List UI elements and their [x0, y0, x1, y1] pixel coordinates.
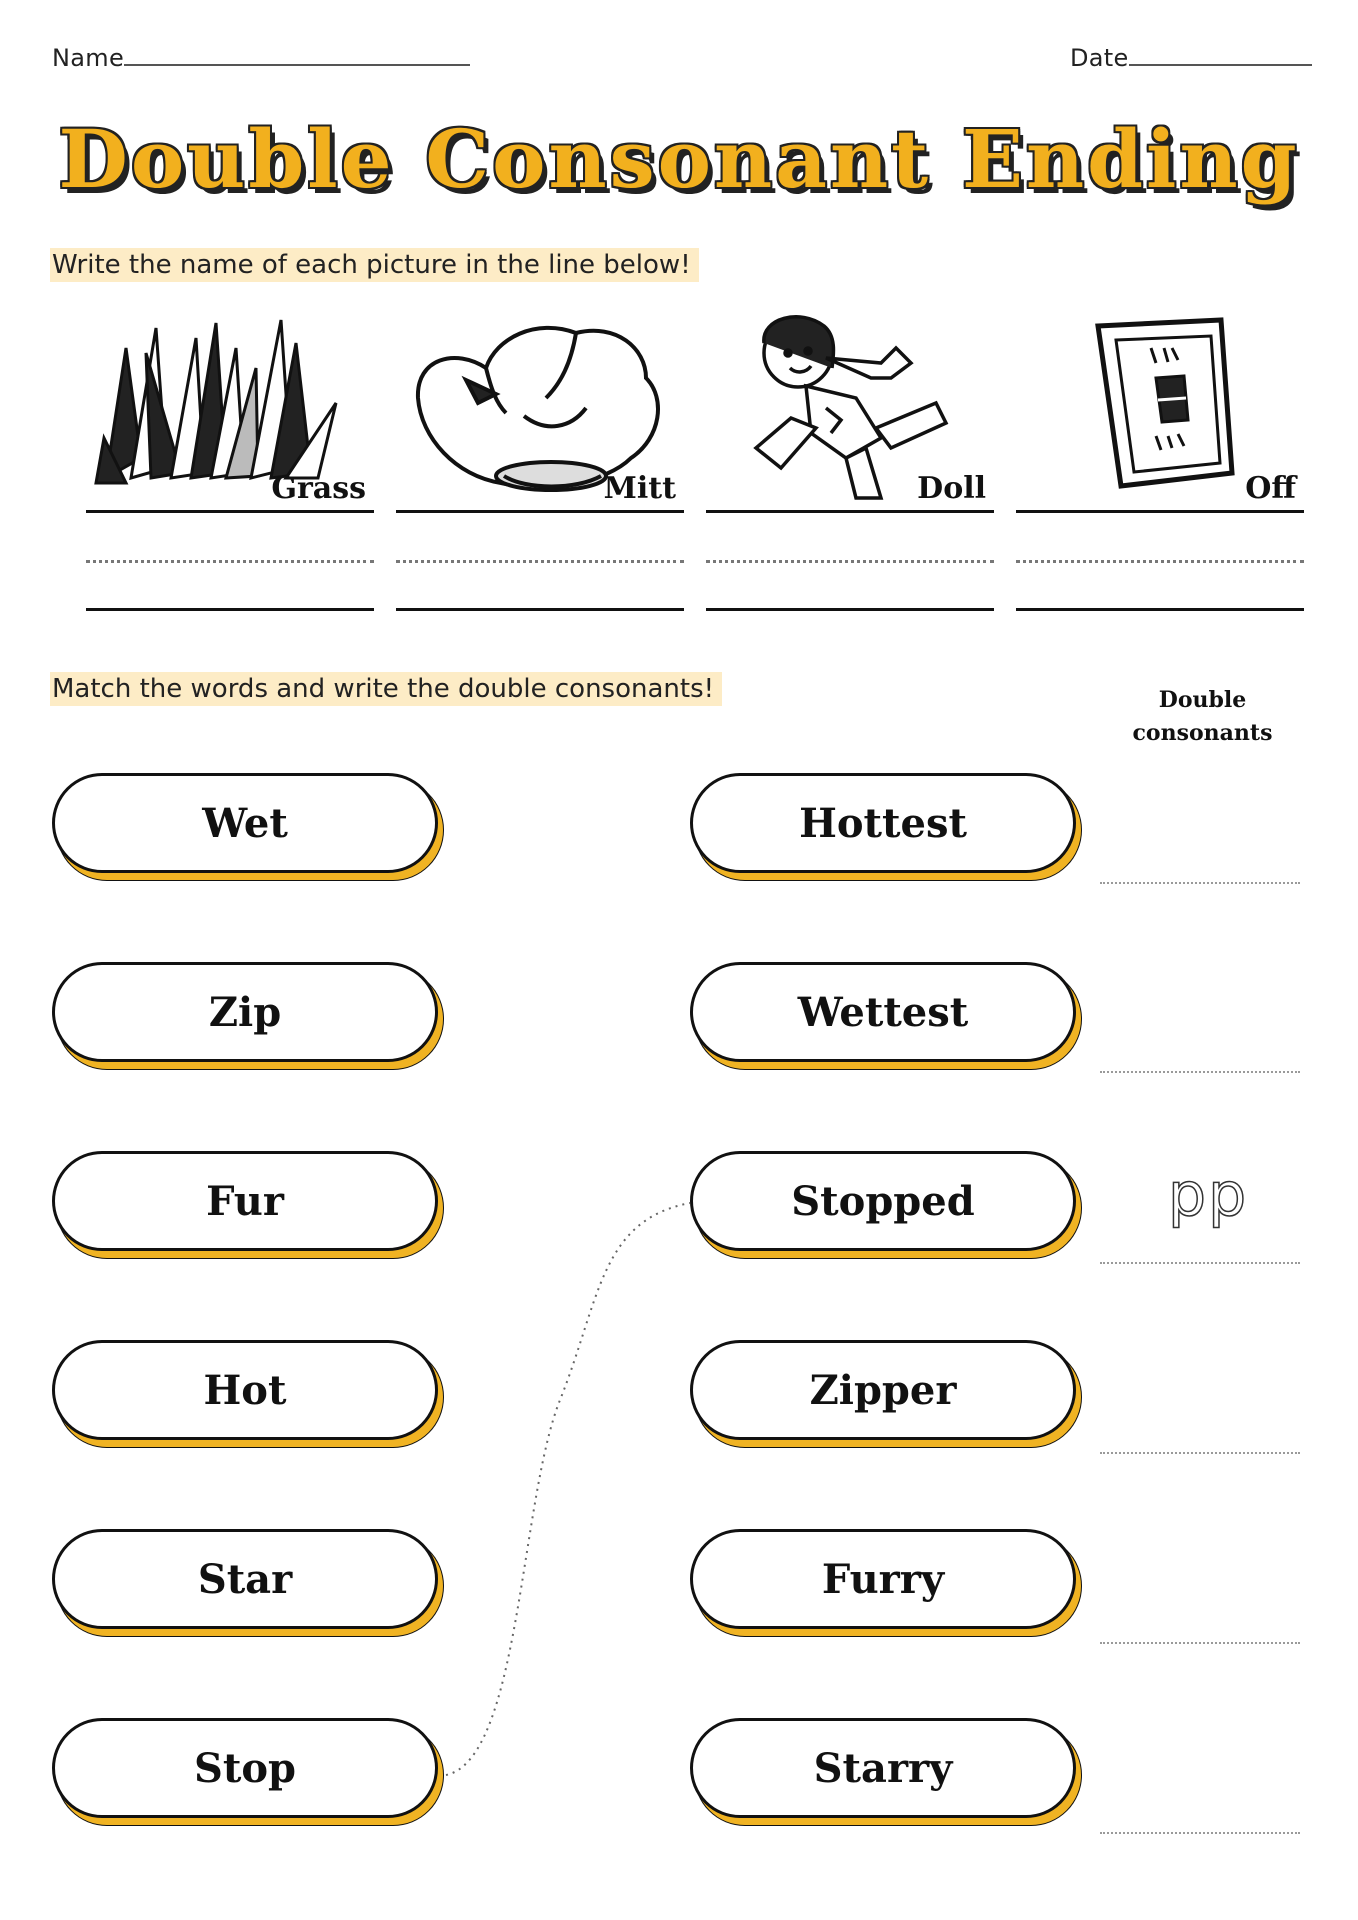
right-word-pill[interactable]: Starry [690, 1718, 1076, 1818]
right-word-pill[interactable]: Hottest [690, 773, 1076, 873]
left-word-pill[interactable]: Star [52, 1529, 438, 1629]
right-word-pill[interactable]: Stopped [690, 1151, 1076, 1251]
page-title: Double Consonant Ending [58, 112, 1300, 206]
answer-line[interactable] [1100, 882, 1300, 884]
date-label: Date [1070, 44, 1129, 72]
picture-label-mitt: Mitt [603, 471, 676, 506]
name-label: Name [52, 44, 125, 72]
header-line-1: Double [1158, 687, 1247, 713]
answer-line[interactable] [1100, 1642, 1300, 1644]
header-line-2: consonants [1132, 720, 1273, 746]
left-word-pill[interactable]: Zip [52, 962, 438, 1062]
left-word-pill[interactable]: Stop [52, 1718, 438, 1818]
left-word-pill[interactable]: Hot [52, 1340, 438, 1440]
picture-label-doll: Doll [917, 471, 986, 506]
answer-line[interactable] [1100, 1832, 1300, 1834]
right-word-pill[interactable]: Wettest [690, 962, 1076, 1062]
answer-line[interactable] [1100, 1071, 1300, 1073]
picture-label-off: Off [1245, 471, 1296, 506]
answer-line[interactable] [1100, 1262, 1300, 1264]
picture-label-grass: Grass [271, 471, 366, 506]
example-answer: pp [1168, 1160, 1249, 1230]
right-word-pill[interactable]: Zipper [690, 1340, 1076, 1440]
section1-instruction: Write the name of each picture in the line below! [50, 248, 699, 282]
answer-line[interactable] [1100, 1452, 1300, 1454]
section2-instruction: Match the words and write the double consonants! [50, 672, 722, 706]
left-word-pill[interactable]: Wet [52, 773, 438, 873]
right-word-pill[interactable]: Furry [690, 1529, 1076, 1629]
left-word-pill[interactable]: Fur [52, 1151, 438, 1251]
